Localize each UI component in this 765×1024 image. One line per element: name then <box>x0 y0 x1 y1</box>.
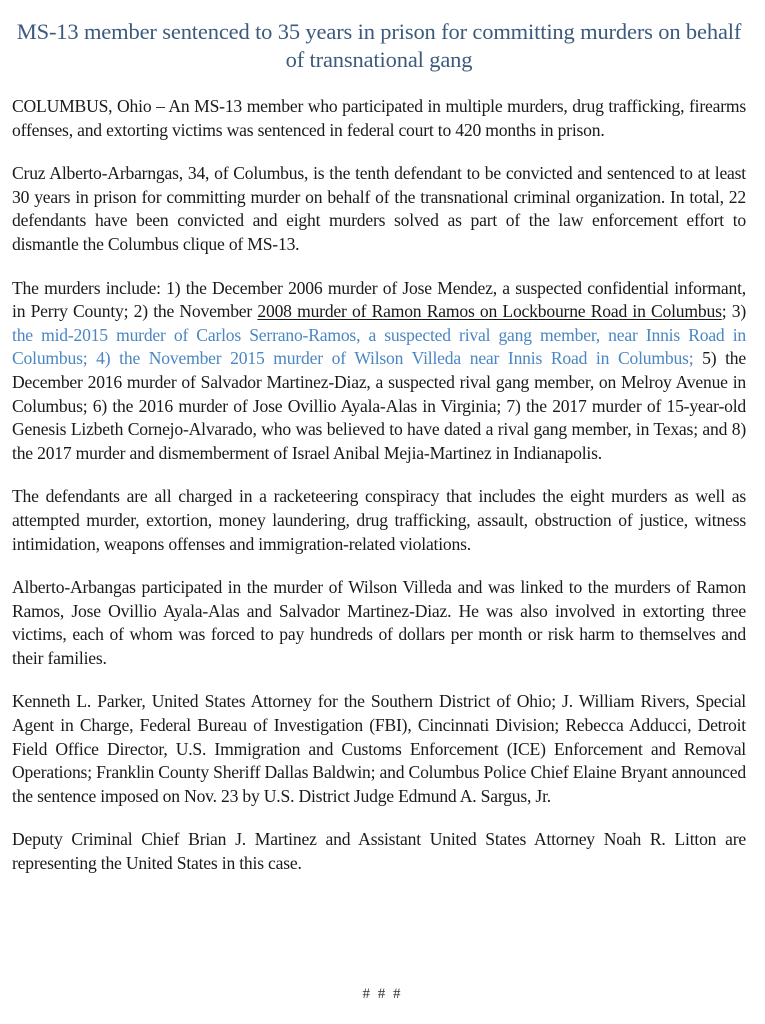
underlined-text-ramon-ramos: 2008 murder of Ramon Ramos on Lockbourne Road in Columbus <box>257 301 722 322</box>
paragraph-defendant: Cruz Alberto-Arbarngas, 34, of Columbus, is the tenth defendant to be convicted and sentenced to at least 30 years in prison for committing murder on behalf of the transnational criminal organization. In total, 22 defendants have been convicted and eight murders solved as part of the law enforcement effort to dismantle the Columbus clique of MS-13. <box>12 163 746 254</box>
end-mark: # # # <box>362 986 403 1002</box>
murders-text-part2: ; 3) <box>721 301 746 322</box>
paragraph-participation: Alberto-Arbangas participated in the murder of Wilson Villeda and was linked to the murders of Ramon Ramos, Jose Ovillio Ayala-Alas and Salvador Martinez-Diaz. He was also involved in extorting three victims, each of whom was forced to pay hundreds of dollars per month or risk harm to themselves and their families. <box>12 577 746 668</box>
murders-text-part3: 5) the December 2016 murder of Salvador Martinez-Diaz, a suspected rival gang member, on Melroy Avenue in Columbus; 6) the 2016 murder of Jose Ovillio Ayala-Alas in Virginia; 7) the 2017 murder of 15-year-old Genesis Lizbeth Cornejo-Alvarado, who was believed to have dated a rival gang member, in Texas; and 8) the 2017 murder and dismemberment of Israel Anibal Mejia-Martinez in Indianapolis. <box>12 348 747 463</box>
paragraph-officials: Kenneth L. Parker, United States Attorney for the Southern District of Ohio; J. William Rivers, Special Agent in Charge, Federal Bureau of Investigation (FBI), Cincinnati Division; Rebecca Adducci, Detroit Field Office Director, U.S. Immigration and Customs Enforcement (ICE) Enforcement and Removal Operations; Franklin County Sheriff Dallas Baldwin; and Columbus Police Chief Elaine Bryant announced the sentence imposed on Nov. 23 by U.S. District Judge Edmund A. Sargus, Jr. <box>12 691 746 806</box>
paragraph-murders-list <box>12 277 746 466</box>
paragraph-charges: The defendants are all charged in a racketeering conspiracy that includes the eight murders as well as attempted murder, extortion, money laundering, drug trafficking, assault, obstruction of justice, witness intimidation, weapons offenses and immigration-related violations. <box>12 486 746 554</box>
paragraph-prosecutors: Deputy Criminal Chief Brian J. Martinez and Assistant United States Attorney Noah R. Litton are representing the United States in this case. <box>12 829 746 874</box>
page-title: MS-13 member sentenced to 35 years in prison for committing murders on behalf of transnational gang <box>16 19 742 72</box>
murders-text-part1: The murders include: 1) the December 2006 murder of Jose Mendez, a suspected confidential informant, in Perry County; 2) the November <box>12 277 746 322</box>
highlighted-text-innis-road: the mid-2015 murder of Carlos Serrano-Ramos, a suspected rival gang member, near Innis Road in Columbus; 4) the November 2015 murder of Wilson Villeda near Innis Road in Columbus; <box>12 324 746 369</box>
paragraph-lead: COLUMBUS, Ohio – An MS-13 member who participated in multiple murders, drug trafficking, firearms offenses, and extorting victims was sentenced in federal court to 420 months in prison. <box>12 96 746 140</box>
